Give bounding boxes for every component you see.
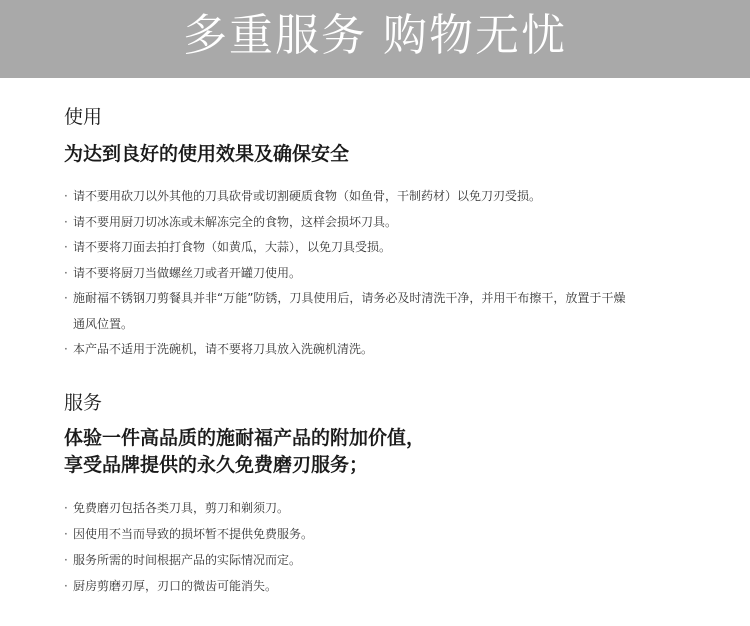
service-subheading-line1: 体验一件高品质的施耐福产品的附加价值， (64, 427, 426, 449)
usage-item-text: 请不要用厨刀切冰冻或未解冻完全的食物，这样会损坏刀具。 (73, 214, 398, 229)
service-item-text: 厨房剪磨刃厚，刃口的微齿可能消失。 (73, 579, 278, 593)
service-subheading (64, 425, 684, 479)
list-item (64, 210, 684, 236)
service-item-text: 服务所需的时间根据产品的实际情况而定。 (73, 553, 302, 567)
list-item (64, 184, 684, 210)
list-item (64, 573, 684, 599)
list-item (64, 286, 633, 337)
bullet: · (64, 342, 68, 356)
usage-heading: 使用 (64, 106, 103, 128)
service-subheading-line2: 享受品牌提供的永久免费磨刃服务； (64, 454, 369, 476)
banner (0, 0, 750, 78)
service-heading: 服务 (64, 392, 103, 414)
usage-item-text: 施耐福不锈钢刀剪餐具并非“万能”防锈，刀具使用后，请务必及时清洗干净，并用干布擦干，放置于干燥通风位置。 (73, 291, 626, 331)
list-item (64, 337, 684, 363)
bullet: · (64, 214, 68, 229)
bullet: · (64, 501, 68, 515)
usage-section (64, 104, 684, 363)
banner-title: 多重服务 购物无忧 (183, 10, 567, 61)
bullet: · (64, 553, 68, 567)
usage-list (64, 184, 684, 363)
service-item-text: 因使用不当而导致的损坏暂不提供免费服务。 (73, 527, 314, 541)
bullet: · (64, 189, 68, 203)
bullet: · (64, 240, 68, 254)
usage-subheading: 为达到良好的使用效果及确保安全 (64, 143, 350, 165)
list-item (64, 495, 684, 521)
service-list (64, 495, 684, 599)
bullet: · (64, 291, 68, 305)
usage-item-text: 本产品不适用于洗碗机，请不要将刀具放入洗碗机清洗。 (73, 342, 374, 356)
list-item (64, 547, 684, 573)
usage-item-text: 请不要用砍刀以外其他的刀具砍骨或切割硬质食物（如鱼骨，干制药材）以免刀刃受损。 (73, 189, 542, 203)
service-section (64, 390, 684, 599)
service-item-text: 免费磨刃包括各类刀具，剪刀和剃须刀。 (73, 501, 290, 515)
bullet: · (64, 579, 68, 593)
usage-item-text: 请不要将厨刀当做螺丝刀或者开罐刀使用。 (73, 265, 302, 280)
usage-item-text: 请不要将刀面去拍打食物（如黄瓜，大蒜），以免刀具受损。 (73, 240, 392, 254)
bullet: · (64, 527, 68, 541)
bullet: · (64, 265, 68, 280)
list-item (64, 521, 684, 547)
list-item (64, 261, 684, 287)
list-item (64, 235, 684, 261)
